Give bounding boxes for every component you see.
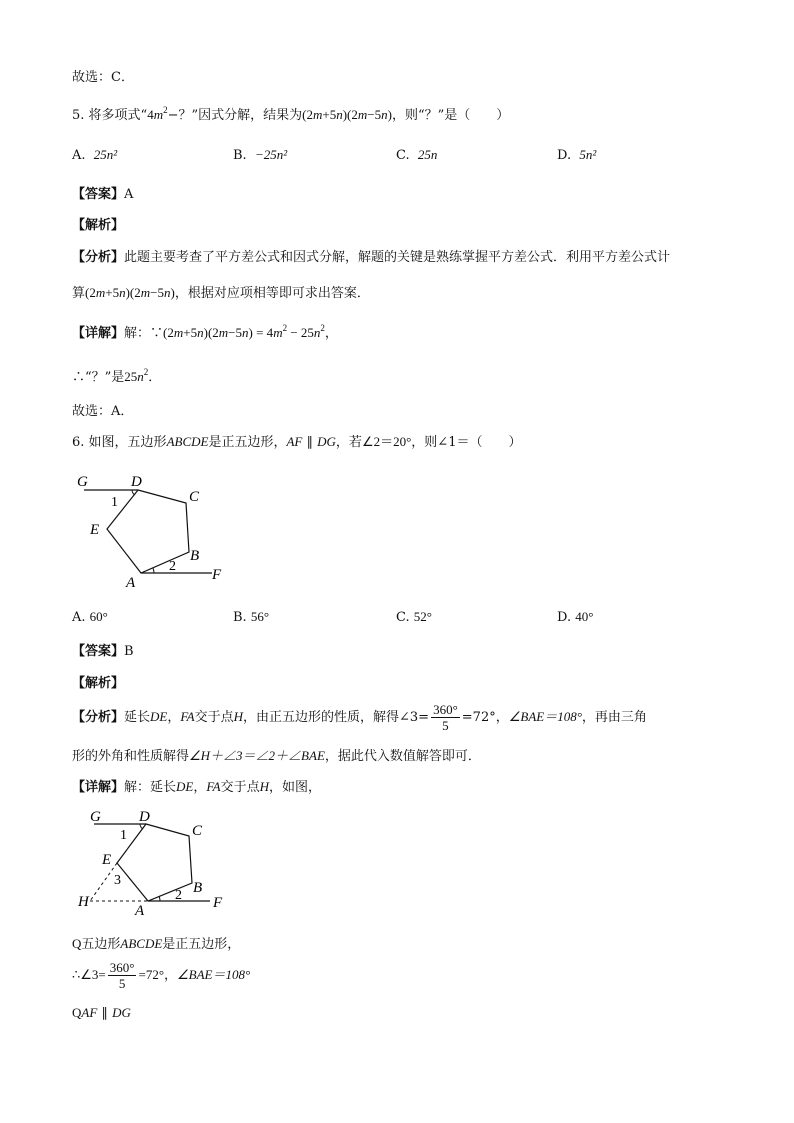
math-expr: $4m^2$ bbox=[147, 105, 168, 122]
question-text: −？”因式分解，结果为 bbox=[167, 108, 303, 123]
pentagon-abcde bbox=[107, 490, 189, 573]
option-d: D. 40° bbox=[557, 609, 594, 625]
option-b: B. −25n² bbox=[233, 147, 288, 163]
label-angle-1: 1 bbox=[111, 495, 118, 510]
analysis-tag: 【分析】 bbox=[72, 250, 125, 265]
answer-value: A bbox=[124, 187, 134, 202]
label-e: E bbox=[102, 852, 112, 868]
fraction-360-5: $\frac{360^\circ}{5}$ bbox=[109, 960, 135, 991]
conclusion-line: ∴“？”是$25n^2$． bbox=[72, 367, 162, 385]
answer-line bbox=[72, 183, 133, 202]
label-h: H bbox=[78, 894, 89, 910]
question-number: 5. bbox=[72, 108, 85, 123]
option-c: C. 25n bbox=[396, 147, 438, 163]
question-6: 6. 如图，五边形ABCDE是正五边形，AF ∥ DG，若∠2＝20°，则∠1＝（ ） bbox=[72, 434, 522, 450]
option-c: C. 52° bbox=[396, 609, 432, 625]
pentagon-figure-extended bbox=[70, 806, 240, 918]
question-text: 将多项式“ bbox=[88, 108, 148, 123]
math-identity: $(2m+5n)(2m-5n) = 4m^2 - 25n^2$ bbox=[163, 323, 325, 340]
dashed-line-eh bbox=[90, 863, 117, 901]
label-angle-3: 3 bbox=[114, 873, 121, 888]
detail-tag: 【详解】 bbox=[72, 780, 125, 795]
label-g: G bbox=[90, 809, 101, 825]
label-g: G bbox=[77, 474, 88, 490]
label-b: B bbox=[190, 548, 200, 564]
option-d: D. 5n² bbox=[557, 147, 597, 163]
label-c: C bbox=[192, 823, 203, 839]
label-e: E bbox=[90, 522, 100, 538]
fraction-360-5: $\frac{360^\circ}{5}$ bbox=[433, 702, 458, 733]
math-product: (2m+5n)(2m−5n) bbox=[85, 285, 175, 300]
final-choice-line: 故选：A． bbox=[72, 404, 134, 419]
answer-tag: 【答案】 bbox=[72, 187, 125, 202]
prev-answer-line: 故选：C． bbox=[72, 70, 134, 85]
math-expr: $25n^2$ bbox=[124, 367, 149, 384]
angle-1-arc bbox=[132, 490, 135, 495]
analysis-heading: 【解析】 bbox=[72, 218, 125, 233]
analysis-tag: 【分析】 bbox=[72, 710, 125, 725]
analysis-line-1: 【分析】此题主要考查了平方差公式和因式分解，解题的关键是熟练掌握平方差公式．利用平方差公式计 bbox=[72, 250, 671, 265]
option-b: B. 56° bbox=[233, 609, 270, 625]
label-c: C bbox=[189, 489, 200, 505]
step-line-2: ∴∠3= $\frac{360^\circ}{5}$ =72°，∠BAE＝108° bbox=[72, 960, 251, 991]
label-b: B bbox=[193, 880, 203, 896]
step-line-1: Q五边形ABCDE是正五边形， bbox=[72, 936, 241, 952]
question-5 bbox=[72, 104, 509, 123]
analysis-line-1: 【分析】延长DE，FA交于点H，由正五边形的性质，解得∠3= $\frac{360^\circ}{5}$ =72°，∠BAE＝108°，再由三角 bbox=[72, 702, 647, 733]
question-text: ，则“？”是（ ） bbox=[391, 108, 510, 123]
label-a: A bbox=[126, 575, 136, 591]
answer-value: B bbox=[124, 644, 134, 659]
pentagon-figure bbox=[70, 466, 240, 591]
label-angle-1: 1 bbox=[120, 828, 127, 843]
analysis-line-2: 算(2m+5n)(2m−5n)，根据对应项相等即可求出答案． bbox=[72, 285, 370, 301]
detail-line-1: 【详解】解：延长DE，FA交于点H，如图， bbox=[72, 779, 322, 795]
option-a: A. 60° bbox=[72, 609, 108, 625]
angle-2-arc bbox=[153, 568, 154, 573]
label-angle-2: 2 bbox=[169, 559, 176, 574]
detail-line-1: 【详解】解：∵(2m+5n)(2m−5n) = $4m^2 - 25n^2$， bbox=[72, 323, 338, 341]
label-f: F bbox=[213, 895, 223, 911]
answer-tag: 【答案】 bbox=[72, 644, 125, 659]
label-a: A bbox=[135, 903, 145, 918]
detail-tag: 【详解】 bbox=[72, 326, 125, 341]
question-number: 6. bbox=[72, 435, 85, 450]
answer-line bbox=[72, 640, 134, 659]
step-line-3: QAF ∥ DG bbox=[72, 1005, 131, 1020]
label-f: F bbox=[212, 567, 222, 583]
label-angle-2: 2 bbox=[175, 888, 182, 903]
analysis-heading: 【解析】 bbox=[72, 676, 125, 691]
analysis-line-2: 形的外角和性质解得∠H＋∠3＝∠2＋∠BAE，据此代入数值解答即可． bbox=[72, 748, 481, 764]
label-d: D bbox=[139, 809, 150, 825]
option-a: A. 25n² bbox=[72, 147, 118, 163]
math-product: (2m+5n)(2m−5n) bbox=[302, 107, 392, 122]
label-d: D bbox=[131, 474, 142, 490]
